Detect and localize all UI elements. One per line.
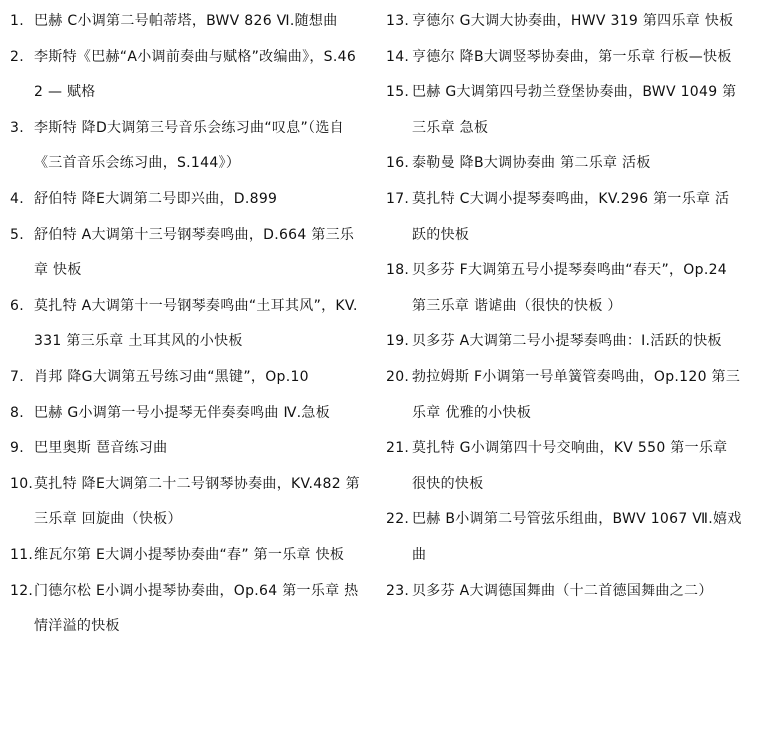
item-text: 巴里奥斯 琶音练习曲	[34, 440, 168, 457]
list-item	[386, 4, 742, 40]
item-text: 莫扎特 G小调第四十号交响曲，KV 550 第一乐章 很快的快板	[412, 440, 728, 492]
item-number: 23.	[386, 582, 410, 599]
item-text: 贝多芬 A大调德国舞曲（十二首德国舞曲之二）	[412, 582, 713, 599]
item-number: 9.	[10, 440, 24, 457]
item-number: 2.	[10, 48, 24, 65]
list-item	[386, 253, 742, 324]
item-number: 12.	[10, 582, 34, 599]
item-text: 维瓦尔第 E大调小提琴协奏曲“春” 第一乐章 快板	[34, 546, 345, 563]
list-item	[10, 182, 360, 218]
item-text: 莫扎特 降E大调第二十二号钢琴协奏曲，KV.482 第三乐章 回旋曲（快板）	[34, 475, 360, 528]
item-text: 泰勒曼 降B大调协奏曲 第二乐章 活板	[412, 155, 651, 172]
item-text: 巴赫 B小调第二号管弦乐组曲，BWV 1067 Ⅶ.嬉戏曲	[412, 511, 742, 563]
list-item	[386, 431, 742, 502]
list-item	[386, 502, 742, 573]
item-number: 15.	[386, 84, 410, 101]
item-number: 17.	[386, 190, 410, 207]
item-number: 10.	[10, 475, 34, 492]
list-item	[10, 538, 360, 574]
list-item	[386, 360, 742, 431]
item-number: 16.	[386, 155, 410, 172]
list-item	[386, 146, 742, 182]
list-item	[10, 289, 360, 360]
item-number: 6.	[10, 297, 24, 314]
list-item	[10, 396, 360, 432]
item-text: 亨德尔 降B大调竖琴协奏曲，第一乐章 行板—快板	[412, 48, 732, 65]
item-text: 舒伯特 A大调第十三号钢琴奏鸣曲，D.664 第三乐章 快板	[34, 226, 355, 279]
track-list-left-column	[10, 4, 360, 645]
list-item	[386, 182, 742, 253]
item-number: 13.	[386, 13, 410, 29]
item-number: 4.	[10, 190, 24, 207]
item-number: 20.	[386, 368, 410, 385]
item-text: 亨德尔 G大调大协奏曲，HWV 319 第四乐章 快板	[412, 13, 734, 29]
list-item	[386, 40, 742, 76]
item-number: 3.	[10, 119, 24, 136]
item-text: 舒伯特 降E大调第二号即兴曲，D.899	[34, 190, 278, 207]
item-number: 7.	[10, 368, 24, 385]
list-item	[10, 431, 360, 467]
list-item	[386, 574, 742, 610]
item-number: 19.	[386, 333, 410, 350]
item-number: 22.	[386, 511, 410, 528]
item-text: 贝多芬 F大调第五号小提琴奏鸣曲“春天”，Op.24 第三乐章 谐谑曲（很快的快板 ）	[412, 262, 727, 314]
item-text: 门德尔松 E小调小提琴协奏曲，Op.64 第一乐章 热情洋溢的快板	[34, 582, 359, 635]
track-list-right-column	[386, 4, 742, 609]
list-item	[10, 40, 360, 111]
item-text: 李斯特《巴赫“A小调前奏曲与赋格”改编曲》，S.462 — 赋格	[34, 48, 357, 101]
item-text: 勃拉姆斯 F小调第一号单簧管奏鸣曲，Op.120 第三乐章 优雅的小快板	[412, 368, 741, 421]
list-item	[10, 111, 360, 182]
list-item	[10, 467, 360, 538]
item-number: 14.	[386, 48, 410, 65]
item-number: 11.	[10, 546, 34, 563]
item-number: 1.	[10, 13, 24, 29]
item-text: 莫扎特 C大调小提琴奏鸣曲，KV.296 第一乐章 活跃的快板	[412, 190, 730, 243]
item-text: 巴赫 G小调第一号小提琴无伴奏奏鸣曲 Ⅳ.急板	[34, 404, 331, 421]
item-text: 巴赫 C小调第二号帕蒂塔，BWV 826 Ⅵ.随想曲	[34, 13, 338, 29]
item-number: 21.	[386, 440, 410, 457]
item-text: 贝多芬 A大调第二号小提琴奏鸣曲：Ⅰ.活跃的快板	[412, 333, 722, 350]
list-item	[10, 360, 360, 396]
item-text: 巴赫 G大调第四号勃兰登堡协奏曲，BWV 1049 第三乐章 急板	[412, 84, 737, 136]
list-item	[10, 4, 360, 40]
item-number: 8.	[10, 404, 24, 421]
list-item	[10, 218, 360, 289]
item-text: 李斯特 降D大调第三号音乐会练习曲“叹息”（选自《三首音乐会练习曲，S.144》）	[34, 119, 344, 172]
list-item	[386, 75, 742, 146]
item-text: 肖邦 降G大调第五号练习曲“黑键”，Op.10	[34, 368, 309, 385]
list-item	[386, 324, 742, 360]
item-number: 18.	[386, 262, 410, 279]
item-number: 5.	[10, 226, 24, 243]
list-item	[10, 574, 360, 645]
item-text: 莫扎特 A大调第十一号钢琴奏鸣曲“土耳其风”，KV.331 第三乐章 土耳其风的小快板	[34, 297, 358, 350]
